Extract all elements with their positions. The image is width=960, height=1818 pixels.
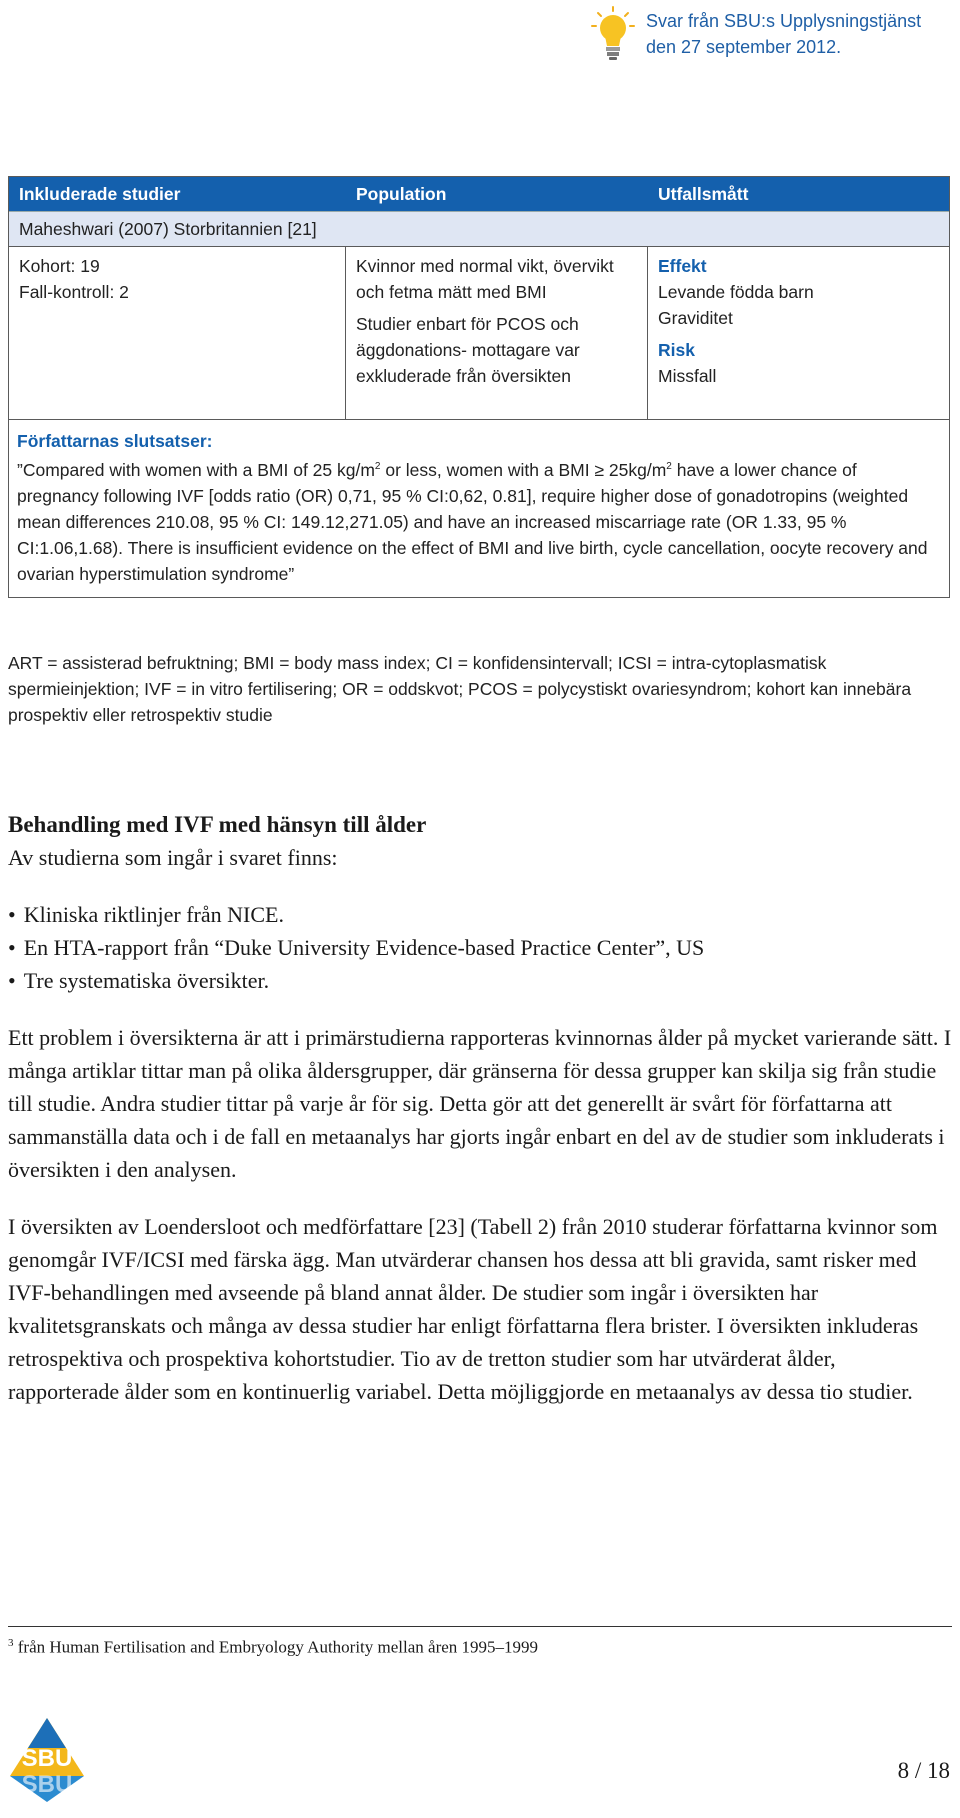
abbreviations-note: ART = assisterad befruktning; BMI = body mass index; CI = konfidensintervall; ICSI = intra-cytoplasmatisk spermieinjektion; IVF = in vitro fertilisering; OR = oddskvot; PCOS = polycystiskt ovariesyndrom; kohort kan innebära prospektiv eller retrospektiv studie [8,653,912,725]
population-item: Kvinnor med normal vikt, övervikt och fetma mätt med BMI [356,256,614,302]
table-header-row [9,177,949,211]
risk-item: Missfall [658,366,717,386]
study-title: Maheshwari (2007) Storbritannien [21] [9,211,949,246]
paragraph: I översikten av Loendersloot och medförfattare [23] (Tabell 2) från 2010 studerar författarna kvinnor som genomgår IVF/ICSI med färska ägg. Man utvärderar chansen hos dessa att bli gravida, samt risker med IVF-behandlingen med avseende på bland annat ålder. De studier som ingår i översikten har kvalitetsgranskats och många av dessa studier har enligt författarna flera brister. I översikten inkluderas retrospektiva och prospektiva kohortstudier. Tio av de tretton studier som har utvärderat ålder, rapporterade ålder som en kontinuerlig variabel. Detta möjliggjorde en metaanalys av dessa tio studier. [8,1214,938,1404]
included-cell [9,247,346,419]
header-outcomes: Utfallsmått [658,183,749,204]
conclusion-text-part: or less, women with a BMI ≥ 25kg/m [380,459,667,480]
superscript: 2 [374,461,381,472]
population-item: Studier enbart för PCOS och äggdonations- mottagare var exkluderade från översikten [356,314,580,386]
list-item: • Tre systematiska översikter. [8,964,952,997]
header-line-2: den 27 september 2012. [646,37,842,57]
logo-text-reflection: SBU [21,1771,73,1798]
source-list [8,898,952,997]
paragraph: Ett problem i översikterna är att i primärstudierna rapporteras kvinnornas ålder på mycket varierande sätt. I många artiklar tittar man på olika åldersgrupper, där gränserna för dessa grupper kan skilja sig från studie till studie. Andra studier tittar på varje år för sig. Detta gör att det generellt är svårt för författarna att sammanställa data och i de fall en metaanalys har gjorts ingår enbart en del av de studier som inkluderats i översikten i den analysen. [8,1025,952,1182]
studies-table [8,176,950,598]
conclusion-block [9,419,949,597]
header-population: Population [356,183,447,204]
table-row [9,246,949,419]
footnote-marker: 3 [8,1637,14,1649]
included-cohort: Kohort: 19 [19,256,100,276]
effect-item: Graviditet [658,308,733,328]
included-case-control: Fall-kontroll: 2 [19,282,129,302]
page-number: 8 / 18 [897,1758,950,1783]
conclusion-title: Författarnas slutsatser: [17,431,213,451]
lightbulb-icon [590,6,636,64]
list-item: • Kliniska riktlinjer från NICE. [8,898,952,931]
header-included-studies: Inkluderade studier [19,183,181,204]
footnote-text: från Human Fertilisation and Embryology Authority mellan åren 1995–1999 [13,1637,539,1657]
logo-text: SBU [21,1745,73,1772]
header-line-1: Svar från SBU:s Upplysningstjänst [646,11,922,31]
outcomes-cell [648,247,949,419]
superscript: 2 [666,461,672,472]
section-intro: Av studierna som ingår i svaret finns: [8,845,338,870]
effect-label: Effekt [658,256,707,276]
risk-label: Risk [658,340,695,360]
section-heading: Behandling med IVF med hänsyn till ålder [8,812,427,837]
conclusion-text-part: have a lower chance of pregnancy following IVF [odds ratio (OR) 0,71, 95 % CI:0,62, 0.81], require higher dose of gonadotropins (weighted mean differences 210.08, 95 % CI: 149.12,271.05) and have an increased miscarriage rate (OR 1.33, 95 % CI:1.06,1.68). There is insufficient evidence on the effect of BMI and live birth, cycle cancellation, oocyte recovery and ovarian hyperstimulation syndrome” [17,459,928,584]
population-cell [346,247,648,419]
footnote-divider [8,1626,952,1627]
sbu-logo [8,1716,86,1804]
conclusion-text-part: ”Compared with women with a BMI of 25 kg/m [17,459,375,480]
effect-item: Levande födda barn [658,282,814,302]
conclusion-text [17,454,941,587]
list-item: • En HTA-rapport från “Duke University Evidence-based Practice Center”, US [8,931,952,964]
footnote [8,1631,952,1660]
age-section [8,808,952,1432]
page-header [590,4,950,68]
